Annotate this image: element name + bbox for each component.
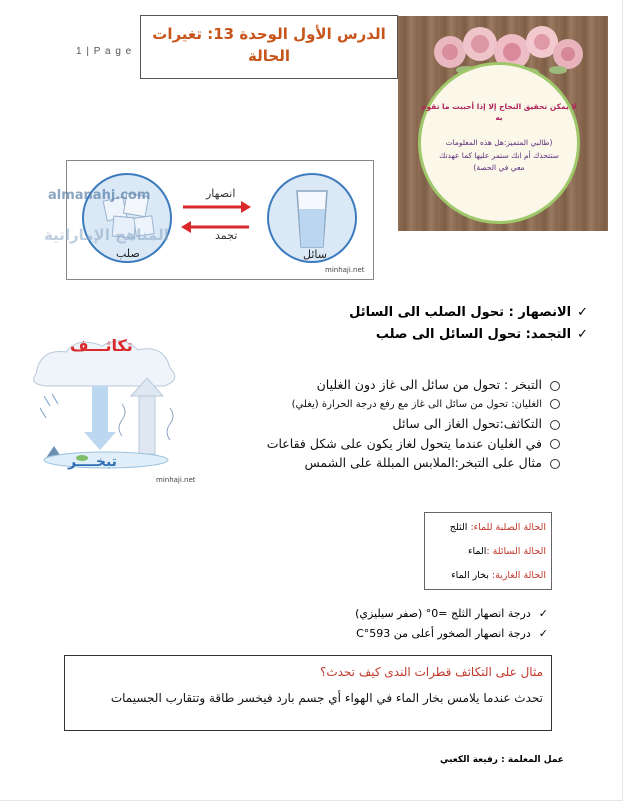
water-states-box bbox=[424, 512, 552, 590]
bullet-list bbox=[230, 375, 560, 473]
state-solid: الحالة الصلبة للماء: الثلج bbox=[449, 522, 546, 533]
page-number: 1 | P a g e bbox=[76, 46, 133, 57]
check-icon: ✓ bbox=[538, 607, 548, 620]
melting-freezing-diagram bbox=[66, 160, 374, 280]
melting-points bbox=[290, 604, 548, 644]
motivation-quote: لا يمكن تحقيق النجاح إلا إذا أحببت ما تقوم به bbox=[420, 102, 577, 122]
bullet-icon bbox=[550, 459, 560, 469]
check-icon: ✓ bbox=[577, 327, 588, 342]
lesson-title: الدرس الأول الوحدة 13: تغيرات الحالة bbox=[152, 25, 386, 65]
lesson-title-box bbox=[140, 15, 398, 79]
definitions bbox=[270, 302, 588, 346]
state-liquid: الحالة السائلة :الماء bbox=[468, 546, 546, 557]
watermark-logo-icon: المناهج الإماراتية bbox=[44, 226, 169, 244]
melt-label: انصهار bbox=[206, 187, 236, 200]
motivation-circle bbox=[418, 62, 580, 224]
condensation-example-box bbox=[64, 655, 552, 731]
list-item: التبخر : تحول من سائل الى غاز دون الغليان bbox=[230, 375, 560, 395]
cycle-credit: minhaji.net bbox=[156, 476, 196, 484]
list-item: التكاثف:تحول الغاز الى سائل bbox=[230, 414, 560, 434]
watermark-text: almanahj.com bbox=[48, 188, 151, 203]
author-credit: عمل المعلمة : رفيعة الكعبي bbox=[440, 755, 564, 765]
liquid-label: سائل bbox=[303, 248, 327, 261]
list-item: في الغليان عندما يتحول لغاز يكون على شكل فقاعات bbox=[230, 434, 560, 454]
freeze-label: تجمد bbox=[215, 229, 238, 242]
check-icon: ✓ bbox=[577, 305, 588, 320]
example-question: مثال على التكاثف قطرات الندى كيف تحدث؟ bbox=[319, 665, 543, 679]
diagram-credit: minhaji.net bbox=[325, 266, 365, 274]
bullet-icon bbox=[550, 420, 560, 430]
list-item: الغليان: تحول من سائل الى غاز مع رفع درجة الحرارة (يغلي) bbox=[230, 395, 560, 415]
example-answer: تحدث عندما يلامس بخار الماء في الهواء أي جسم بارد فيخسر طاقة وتتقارب الجسيمات bbox=[110, 691, 543, 705]
solid-label: صلب bbox=[116, 247, 140, 260]
evaporate-label: تبخــــر bbox=[68, 454, 117, 470]
bullet-icon bbox=[550, 399, 560, 409]
state-gas: الحالة الغازية: بخار الماء bbox=[451, 570, 546, 581]
motivation-message: (طالبي المتميز:هل هذه المعلومات ستتحدك أم انك ستمر عليها كما عهدتك معي في الحصة) bbox=[439, 138, 559, 172]
list-item: مثال على التبخر:الملابس المبللة على الشمس bbox=[230, 453, 560, 473]
bullet-icon bbox=[550, 381, 560, 391]
check-icon: ✓ bbox=[538, 627, 548, 640]
definition-freezing: ✓التجمد: تحول السائل الى صلب bbox=[375, 327, 588, 342]
rock-melting-point: ✓درجة انصهار الصخور أعلى من C°593 bbox=[356, 627, 548, 640]
condense-label: تكاثـــف bbox=[70, 336, 133, 355]
ice-melting-point: ✓درجة انصهار الثلج =0° (صفر سيليزي) bbox=[355, 607, 548, 620]
bullet-icon bbox=[550, 439, 560, 449]
definition-melting: ✓الانصهار : تحول الصلب الى السائل bbox=[349, 305, 588, 320]
